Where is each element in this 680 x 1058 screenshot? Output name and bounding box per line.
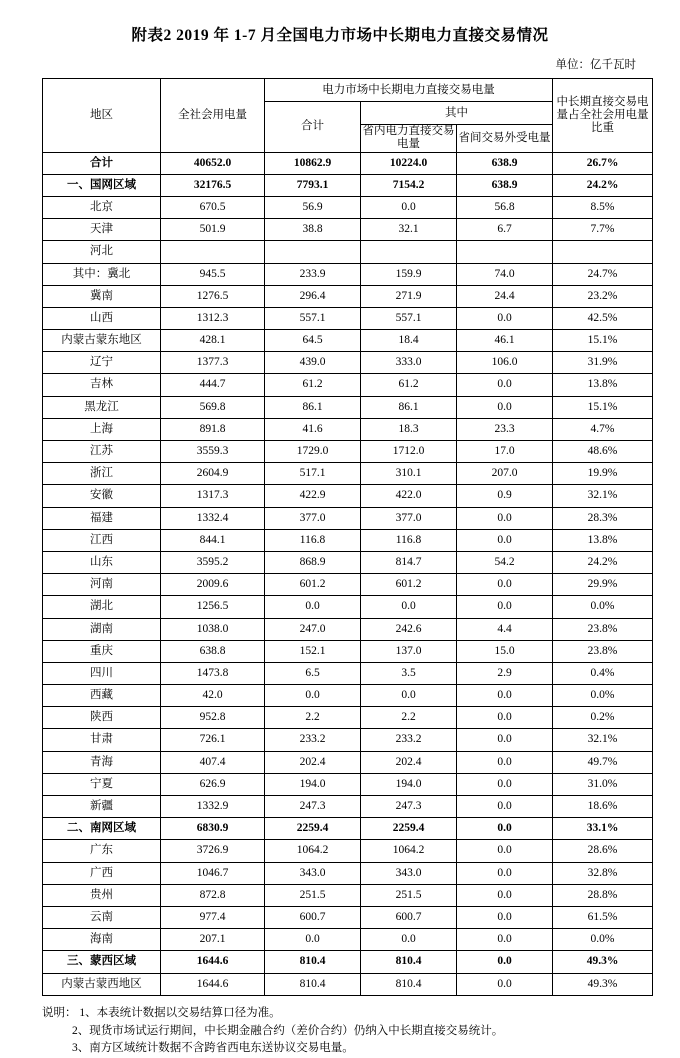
- column-header-intra-province: 省内电力直接交易电量: [362, 125, 455, 151]
- cell-intra-province: 422.0: [361, 485, 457, 507]
- cell-intra-province: 159.9: [361, 263, 457, 285]
- cell-inter-province: [457, 241, 553, 263]
- cell-subtotal: 810.4: [265, 973, 361, 995]
- cell-ratio: 15.1%: [553, 396, 653, 418]
- cell-region: 广东: [43, 840, 161, 862]
- cell-subtotal: 233.2: [265, 729, 361, 751]
- cell-inter-province: 638.9: [457, 152, 553, 174]
- cell-total-consumption: 1332.9: [161, 796, 265, 818]
- cell-inter-province: 0.0: [457, 507, 553, 529]
- cell-subtotal: 41.6: [265, 418, 361, 440]
- cell-inter-province: 0.0: [457, 707, 553, 729]
- cell-total-consumption: 501.9: [161, 219, 265, 241]
- cell-subtotal: [265, 241, 361, 263]
- cell-total-consumption: 1473.8: [161, 662, 265, 684]
- cell-total-consumption: 726.1: [161, 729, 265, 751]
- cell-ratio: 49.3%: [553, 973, 653, 995]
- cell-total-consumption: 444.7: [161, 374, 265, 396]
- cell-region: 合计: [43, 152, 161, 174]
- cell-subtotal: 377.0: [265, 507, 361, 529]
- cell-intra-province: 0.0: [361, 685, 457, 707]
- cell-subtotal: 517.1: [265, 463, 361, 485]
- cell-ratio: 49.7%: [553, 751, 653, 773]
- cell-ratio: 32.1%: [553, 729, 653, 751]
- cell-subtotal: 152.1: [265, 640, 361, 662]
- cell-total-consumption: 1312.3: [161, 307, 265, 329]
- cell-ratio: 8.5%: [553, 196, 653, 218]
- cell-inter-province: 0.9: [457, 485, 553, 507]
- cell-ratio: 24.2%: [553, 174, 653, 196]
- table-row: [43, 529, 653, 551]
- cell-inter-province: 0.0: [457, 951, 553, 973]
- cell-region: 陕西: [43, 707, 161, 729]
- cell-subtotal: 0.0: [265, 596, 361, 618]
- table-row: [43, 773, 653, 795]
- column-header-inter-province: 省间交易外受电量: [457, 125, 553, 152]
- cell-ratio: 24.2%: [553, 551, 653, 573]
- cell-intra-province: 1712.0: [361, 441, 457, 463]
- cell-total-consumption: 626.9: [161, 773, 265, 795]
- cell-subtotal: 2.2: [265, 707, 361, 729]
- cell-inter-province: 17.0: [457, 441, 553, 463]
- table-row: [43, 241, 653, 263]
- cell-region: 江苏: [43, 441, 161, 463]
- cell-region: 上海: [43, 418, 161, 440]
- cell-ratio: 19.9%: [553, 463, 653, 485]
- column-header-ratio: 中长期直接交易电量占全社会用电量比重: [553, 79, 653, 152]
- cell-region: 贵州: [43, 884, 161, 906]
- cell-region: 辽宁: [43, 352, 161, 374]
- table-row: [43, 196, 653, 218]
- cell-inter-province: 106.0: [457, 352, 553, 374]
- cell-ratio: 23.2%: [553, 285, 653, 307]
- cell-intra-province: 600.7: [361, 906, 457, 928]
- cell-inter-province: 0.0: [457, 906, 553, 928]
- cell-region: 北京: [43, 196, 161, 218]
- cell-region: 海南: [43, 929, 161, 951]
- cell-ratio: 48.6%: [553, 441, 653, 463]
- cell-intra-province: 202.4: [361, 751, 457, 773]
- cell-ratio: 28.3%: [553, 507, 653, 529]
- table-row: [43, 441, 653, 463]
- cell-inter-province: 0.0: [457, 729, 553, 751]
- cell-inter-province: 0.0: [457, 773, 553, 795]
- cell-ratio: 0.0%: [553, 685, 653, 707]
- cell-inter-province: 207.0: [457, 463, 553, 485]
- cell-intra-province: 10224.0: [361, 152, 457, 174]
- cell-ratio: 28.8%: [553, 884, 653, 906]
- cell-intra-province: 601.2: [361, 574, 457, 596]
- cell-inter-province: 24.4: [457, 285, 553, 307]
- cell-total-consumption: 1332.4: [161, 507, 265, 529]
- cell-region: 山东: [43, 551, 161, 573]
- cell-ratio: 4.7%: [553, 418, 653, 440]
- table-row: [43, 973, 653, 995]
- unit-label: 单位：亿千瓦时: [555, 59, 636, 72]
- table-row: [43, 929, 653, 951]
- table-row: [43, 330, 653, 352]
- cell-intra-province: 32.1: [361, 219, 457, 241]
- cell-total-consumption: 670.5: [161, 196, 265, 218]
- cell-ratio: 28.6%: [553, 840, 653, 862]
- cell-total-consumption: 428.1: [161, 330, 265, 352]
- cell-subtotal: 0.0: [265, 685, 361, 707]
- cell-total-consumption: 891.8: [161, 418, 265, 440]
- cell-ratio: 0.0%: [553, 929, 653, 951]
- cell-total-consumption: 42.0: [161, 685, 265, 707]
- cell-inter-province: 6.7: [457, 219, 553, 241]
- cell-subtotal: 343.0: [265, 862, 361, 884]
- cell-ratio: 15.1%: [553, 330, 653, 352]
- cell-region: 一、国网区域: [43, 174, 161, 196]
- cell-region: 广西: [43, 862, 161, 884]
- cell-ratio: 23.8%: [553, 618, 653, 640]
- cell-ratio: 26.7%: [553, 152, 653, 174]
- cell-subtotal: 86.1: [265, 396, 361, 418]
- table-notes: [42, 1005, 638, 1058]
- cell-region: 青海: [43, 751, 161, 773]
- cell-intra-province: 0.0: [361, 929, 457, 951]
- cell-intra-province: 116.8: [361, 529, 457, 551]
- table-row: [43, 884, 653, 906]
- cell-intra-province: 333.0: [361, 352, 457, 374]
- cell-inter-province: 0.0: [457, 529, 553, 551]
- cell-intra-province: [361, 241, 457, 263]
- cell-subtotal: 247.3: [265, 796, 361, 818]
- cell-ratio: 24.7%: [553, 263, 653, 285]
- cell-ratio: 33.1%: [553, 818, 653, 840]
- cell-total-consumption: 569.8: [161, 396, 265, 418]
- cell-inter-province: 0.0: [457, 374, 553, 396]
- page-title: 附表2 2019 年 1-7 月全国电力市场中长期电力直接交易情况: [131, 27, 549, 44]
- table-row: [43, 751, 653, 773]
- table-row: [43, 906, 653, 928]
- cell-intra-province: 343.0: [361, 862, 457, 884]
- table-row: [43, 219, 653, 241]
- cell-total-consumption: 3595.2: [161, 551, 265, 573]
- cell-intra-province: 2.2: [361, 707, 457, 729]
- table-row: [43, 551, 653, 573]
- cell-subtotal: 61.2: [265, 374, 361, 396]
- cell-inter-province: 0.0: [457, 751, 553, 773]
- cell-intra-province: 310.1: [361, 463, 457, 485]
- cell-region: 江西: [43, 529, 161, 551]
- cell-inter-province: 74.0: [457, 263, 553, 285]
- cell-intra-province: 557.1: [361, 307, 457, 329]
- table-row: [43, 796, 653, 818]
- cell-ratio: 42.5%: [553, 307, 653, 329]
- cell-total-consumption: 945.5: [161, 263, 265, 285]
- cell-subtotal: 557.1: [265, 307, 361, 329]
- cell-subtotal: 233.9: [265, 263, 361, 285]
- cell-subtotal: 38.8: [265, 219, 361, 241]
- cell-inter-province: 0.0: [457, 685, 553, 707]
- column-header-total-consumption: 全社会用电量: [161, 79, 265, 152]
- cell-total-consumption: 407.4: [161, 751, 265, 773]
- cell-region: 三、蒙西区域: [43, 951, 161, 973]
- cell-total-consumption: 2604.9: [161, 463, 265, 485]
- cell-intra-province: 810.4: [361, 973, 457, 995]
- cell-inter-province: 46.1: [457, 330, 553, 352]
- cell-ratio: 32.1%: [553, 485, 653, 507]
- cell-subtotal: 202.4: [265, 751, 361, 773]
- column-header-among-which: 其中: [361, 102, 553, 125]
- cell-ratio: 31.9%: [553, 352, 653, 374]
- table-row: [43, 640, 653, 662]
- table-row: [43, 263, 653, 285]
- cell-subtotal: 7793.1: [265, 174, 361, 196]
- cell-inter-province: 0.0: [457, 973, 553, 995]
- cell-total-consumption: 1644.6: [161, 951, 265, 973]
- cell-total-consumption: 977.4: [161, 906, 265, 928]
- cell-inter-province: 0.0: [457, 840, 553, 862]
- cell-region: 河南: [43, 574, 161, 596]
- cell-subtotal: 194.0: [265, 773, 361, 795]
- cell-total-consumption: 6830.9: [161, 818, 265, 840]
- cell-subtotal: 439.0: [265, 352, 361, 374]
- cell-inter-province: 0.0: [457, 396, 553, 418]
- table-row: [43, 285, 653, 307]
- cell-region: 四川: [43, 662, 161, 684]
- cell-total-consumption: 638.8: [161, 640, 265, 662]
- cell-region: 湖北: [43, 596, 161, 618]
- cell-region: 其中：冀北: [43, 263, 161, 285]
- cell-total-consumption: 872.8: [161, 884, 265, 906]
- cell-region: 新疆: [43, 796, 161, 818]
- cell-region: 冀南: [43, 285, 161, 307]
- cell-total-consumption: 1317.3: [161, 485, 265, 507]
- cell-total-consumption: 40652.0: [161, 152, 265, 174]
- table-row: [43, 618, 653, 640]
- cell-intra-province: 7154.2: [361, 174, 457, 196]
- table-row: [43, 707, 653, 729]
- cell-intra-province: 2259.4: [361, 818, 457, 840]
- cell-subtotal: 868.9: [265, 551, 361, 573]
- cell-intra-province: 3.5: [361, 662, 457, 684]
- cell-intra-province: 810.4: [361, 951, 457, 973]
- cell-ratio: 13.8%: [553, 374, 653, 396]
- cell-total-consumption: 3726.9: [161, 840, 265, 862]
- cell-region: 内蒙古蒙西地区: [43, 973, 161, 995]
- table-row: [43, 596, 653, 618]
- cell-region: 黑龙江: [43, 396, 161, 418]
- cell-inter-province: 56.8: [457, 196, 553, 218]
- table-row: [43, 152, 653, 174]
- cell-intra-province: 18.3: [361, 418, 457, 440]
- cell-ratio: 49.3%: [553, 951, 653, 973]
- cell-intra-province: 0.0: [361, 596, 457, 618]
- table-row: [43, 840, 653, 862]
- cell-region: 二、南网区域: [43, 818, 161, 840]
- cell-ratio: 32.8%: [553, 862, 653, 884]
- table-row: [43, 818, 653, 840]
- cell-inter-province: 54.2: [457, 551, 553, 573]
- cell-inter-province: 0.0: [457, 596, 553, 618]
- cell-subtotal: 247.0: [265, 618, 361, 640]
- table-row: [43, 862, 653, 884]
- table-row: [43, 662, 653, 684]
- cell-region: 河北: [43, 241, 161, 263]
- cell-intra-province: 0.0: [361, 196, 457, 218]
- cell-inter-province: 0.0: [457, 862, 553, 884]
- cell-total-consumption: 207.1: [161, 929, 265, 951]
- cell-intra-province: 137.0: [361, 640, 457, 662]
- cell-intra-province: 247.3: [361, 796, 457, 818]
- cell-intra-province: 251.5: [361, 884, 457, 906]
- cell-inter-province: 0.0: [457, 796, 553, 818]
- cell-subtotal: 296.4: [265, 285, 361, 307]
- cell-region: 福建: [43, 507, 161, 529]
- cell-inter-province: 15.0: [457, 640, 553, 662]
- cell-subtotal: 56.9: [265, 196, 361, 218]
- cell-ratio: 0.4%: [553, 662, 653, 684]
- cell-subtotal: 810.4: [265, 951, 361, 973]
- cell-total-consumption: 1046.7: [161, 862, 265, 884]
- cell-region: 重庆: [43, 640, 161, 662]
- cell-region: 吉林: [43, 374, 161, 396]
- cell-subtotal: 1729.0: [265, 441, 361, 463]
- table-body: [43, 152, 653, 995]
- cell-inter-province: 0.0: [457, 818, 553, 840]
- cell-region: 内蒙古蒙东地区: [43, 330, 161, 352]
- cell-ratio: 0.2%: [553, 707, 653, 729]
- cell-ratio: [553, 241, 653, 263]
- cell-subtotal: 2259.4: [265, 818, 361, 840]
- table-row: [43, 485, 653, 507]
- cell-total-consumption: 1276.5: [161, 285, 265, 307]
- table-row: [43, 463, 653, 485]
- column-header-market-group: 电力市场中长期电力直接交易电量: [265, 79, 553, 102]
- table-header: [43, 79, 653, 152]
- cell-region: 浙江: [43, 463, 161, 485]
- table-row: [43, 374, 653, 396]
- cell-subtotal: 116.8: [265, 529, 361, 551]
- cell-ratio: 7.7%: [553, 219, 653, 241]
- cell-intra-province: 814.7: [361, 551, 457, 573]
- cell-region: 甘肃: [43, 729, 161, 751]
- cell-total-consumption: 844.1: [161, 529, 265, 551]
- cell-intra-province: 194.0: [361, 773, 457, 795]
- cell-total-consumption: 1256.5: [161, 596, 265, 618]
- cell-inter-province: 0.0: [457, 307, 553, 329]
- note-line-2: 2、现货市场试运行期间，中长期金融合约（差价合约）仍纳入中长期直接交易统计。: [72, 1024, 504, 1037]
- cell-subtotal: 422.9: [265, 485, 361, 507]
- cell-intra-province: 61.2: [361, 374, 457, 396]
- cell-inter-province: 4.4: [457, 618, 553, 640]
- cell-subtotal: 251.5: [265, 884, 361, 906]
- table-row: [43, 951, 653, 973]
- cell-intra-province: 1064.2: [361, 840, 457, 862]
- cell-inter-province: 638.9: [457, 174, 553, 196]
- cell-ratio: 29.9%: [553, 574, 653, 596]
- cell-subtotal: 6.5: [265, 662, 361, 684]
- cell-inter-province: 0.0: [457, 929, 553, 951]
- table-row: [43, 396, 653, 418]
- cell-region: 安徽: [43, 485, 161, 507]
- cell-ratio: 23.8%: [553, 640, 653, 662]
- cell-total-consumption: 3559.3: [161, 441, 265, 463]
- cell-ratio: 0.0%: [553, 596, 653, 618]
- table-row: [43, 418, 653, 440]
- cell-region: 天津: [43, 219, 161, 241]
- cell-inter-province: 0.0: [457, 574, 553, 596]
- cell-total-consumption: 1038.0: [161, 618, 265, 640]
- cell-inter-province: 0.0: [457, 884, 553, 906]
- cell-total-consumption: 2009.6: [161, 574, 265, 596]
- cell-region: 宁夏: [43, 773, 161, 795]
- cell-subtotal: 10862.9: [265, 152, 361, 174]
- table-row: [43, 574, 653, 596]
- table-row: [43, 307, 653, 329]
- cell-ratio: 13.8%: [553, 529, 653, 551]
- cell-region: 湖南: [43, 618, 161, 640]
- table-row: [43, 685, 653, 707]
- cell-total-consumption: 952.8: [161, 707, 265, 729]
- cell-subtotal: 0.0: [265, 929, 361, 951]
- cell-ratio: 31.0%: [553, 773, 653, 795]
- cell-intra-province: 242.6: [361, 618, 457, 640]
- cell-inter-province: 23.3: [457, 418, 553, 440]
- cell-subtotal: 64.5: [265, 330, 361, 352]
- cell-region: 西藏: [43, 685, 161, 707]
- cell-inter-province: 2.9: [457, 662, 553, 684]
- electricity-trading-table: [42, 78, 653, 996]
- cell-region: 云南: [43, 906, 161, 928]
- column-header-region: 地区: [43, 79, 161, 152]
- table-row: [43, 729, 653, 751]
- cell-total-consumption: 1644.6: [161, 973, 265, 995]
- cell-ratio: 61.5%: [553, 906, 653, 928]
- table-row: [43, 174, 653, 196]
- cell-total-consumption: [161, 241, 265, 263]
- cell-intra-province: 86.1: [361, 396, 457, 418]
- cell-intra-province: 271.9: [361, 285, 457, 307]
- cell-intra-province: 233.2: [361, 729, 457, 751]
- table-row: [43, 352, 653, 374]
- note-line-3: 3、南方区域统计数据不含跨省西电东送协议交易电量。: [72, 1042, 354, 1055]
- cell-subtotal: 601.2: [265, 574, 361, 596]
- cell-total-consumption: 1377.3: [161, 352, 265, 374]
- cell-intra-province: 18.4: [361, 330, 457, 352]
- note-line-1: 说明： 1、本表统计数据以交易结算口径为准。: [42, 1006, 281, 1019]
- cell-ratio: 18.6%: [553, 796, 653, 818]
- column-header-subtotal: 合计: [265, 102, 361, 152]
- cell-region: 山西: [43, 307, 161, 329]
- table-row: [43, 507, 653, 529]
- cell-subtotal: 1064.2: [265, 840, 361, 862]
- cell-subtotal: 600.7: [265, 906, 361, 928]
- cell-total-consumption: 32176.5: [161, 174, 265, 196]
- cell-intra-province: 377.0: [361, 507, 457, 529]
